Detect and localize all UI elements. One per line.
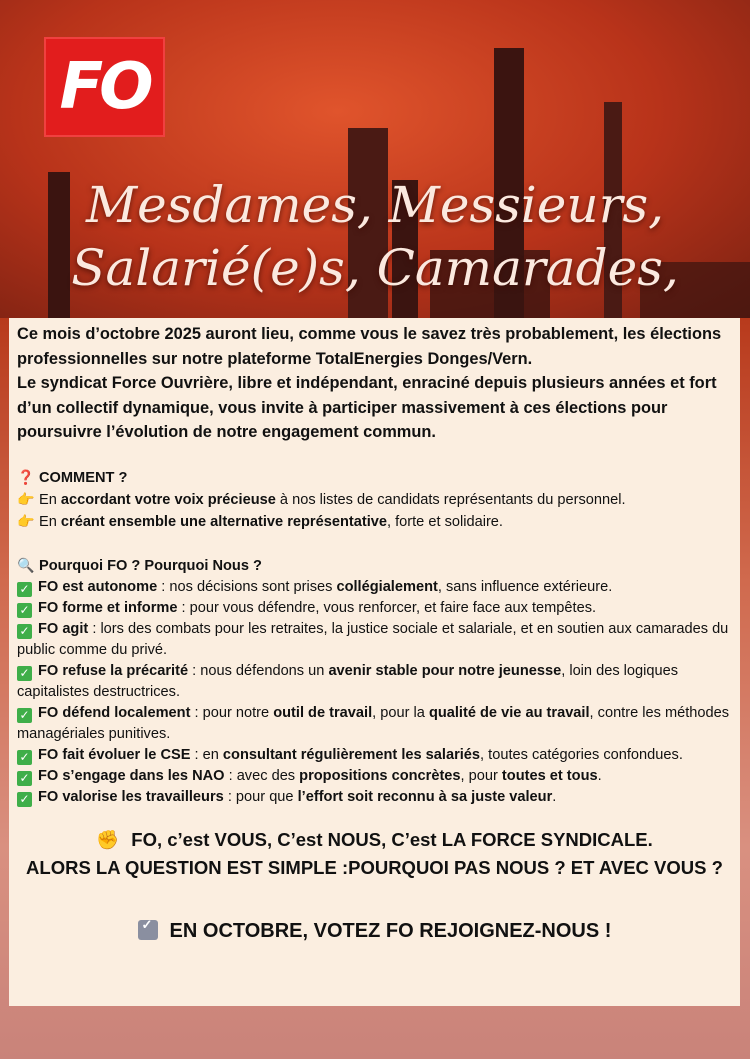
list-item: ✓ FO refuse la précarité : nous défendons un avenir stable pour notre jeunesse, loin des logiques capitalistes destructrices.: [17, 662, 679, 700]
ballot-box-icon: [138, 920, 158, 940]
pourquoi-heading: 🔍 Pourquoi FO ? Pourquoi Nous ?: [17, 556, 262, 574]
check-icon: ✓: [17, 582, 32, 597]
slogan-line-2: ALORS LA QUESTION EST SIMPLE :POURQUOI PAS NOUS ? ET AVEC VOUS ?: [26, 856, 723, 878]
list-item: ✓ FO est autonome : nos décisions sont prises collégialement, sans influence extérieure.: [17, 577, 732, 598]
fo-logo-text: FO: [59, 50, 150, 124]
fo-logo: [44, 37, 165, 137]
headline-line-2: Salarié(e)s, Camarades,: [71, 239, 679, 297]
pointing-hand-icon: 👉: [17, 512, 35, 529]
magnifier-icon: 🔍: [17, 556, 35, 573]
comment-section: [17, 467, 732, 533]
check-icon: ✓: [17, 603, 32, 618]
intro-paragraph: Le syndicat Force Ouvrière, libre et indépendant, enraciné depuis plusieurs années et fort d’un collectif dynamique, vous invite à participer massivement à ces élections pour poursuivre l’évolution de notre engagement commun.: [17, 374, 717, 441]
list-item: ✓ FO agit : lors des combats pour les retraites, la justice sociale et salariale, et en soutien aux camarades du public comme du privé.: [17, 620, 729, 658]
list-item: ✓ FO fait évoluer le CSE : en consultant régulièrement les salariés, toutes catégories confondues.: [17, 745, 732, 766]
vote-call: ✓EN OCTOBRE, VOTEZ FO REJOIGNEZ-NOUS !: [17, 920, 732, 943]
list-item: ✓ FO défend localement : pour notre outil de travail, pour la qualité de vie au travail, contre les méthodes managériales punitives.: [17, 704, 730, 742]
list-item: 👉 En accordant votre voix précieuse à nos listes de candidats représentants du personnel.: [17, 490, 626, 508]
content-panel: [9, 318, 740, 1006]
raised-fist-icon: ✊: [96, 828, 120, 850]
headline-line-1: Mesdames, Messieurs,: [85, 176, 665, 234]
list-item: ✓ FO forme et informe : pour vous défendre, vous renforcer, et faire face aux tempêtes.: [17, 598, 732, 619]
check-icon: ✓: [17, 750, 32, 765]
check-icon: ✓: [17, 792, 32, 807]
comment-heading: ❓ COMMENT ?: [17, 468, 128, 486]
pointing-hand-icon: 👉: [17, 490, 35, 507]
slogan: [17, 826, 732, 882]
check-icon: ✓: [17, 624, 32, 639]
list-item: ✓ FO s’engage dans les NAO : avec des propositions concrètes, pour toutes et tous.: [17, 766, 732, 787]
intro-paragraph: Ce mois d’octobre 2025 auront lieu, comme vous le savez très probablement, les élections professionnelles sur notre plateforme TotalEnergies Donges/Vern.: [17, 325, 722, 368]
question-mark-icon: ❓: [17, 468, 35, 485]
check-icon: ✓: [17, 771, 32, 786]
slogan-line-1: ✊ FO, c’est VOUS, C’est NOUS, C’est LA FORCE SYNDICALE.: [96, 828, 653, 850]
list-item: 👉 En créant ensemble une alternative représentative, forte et solidaire.: [17, 512, 503, 530]
check-icon: ✓: [17, 708, 32, 723]
hero-banner: [0, 0, 750, 318]
list-item: ✓ FO valorise les travailleurs : pour que l’effort soit reconnu à sa juste valeur.: [17, 787, 732, 808]
pourquoi-section: [17, 555, 732, 808]
check-icon: ✓: [17, 666, 32, 681]
